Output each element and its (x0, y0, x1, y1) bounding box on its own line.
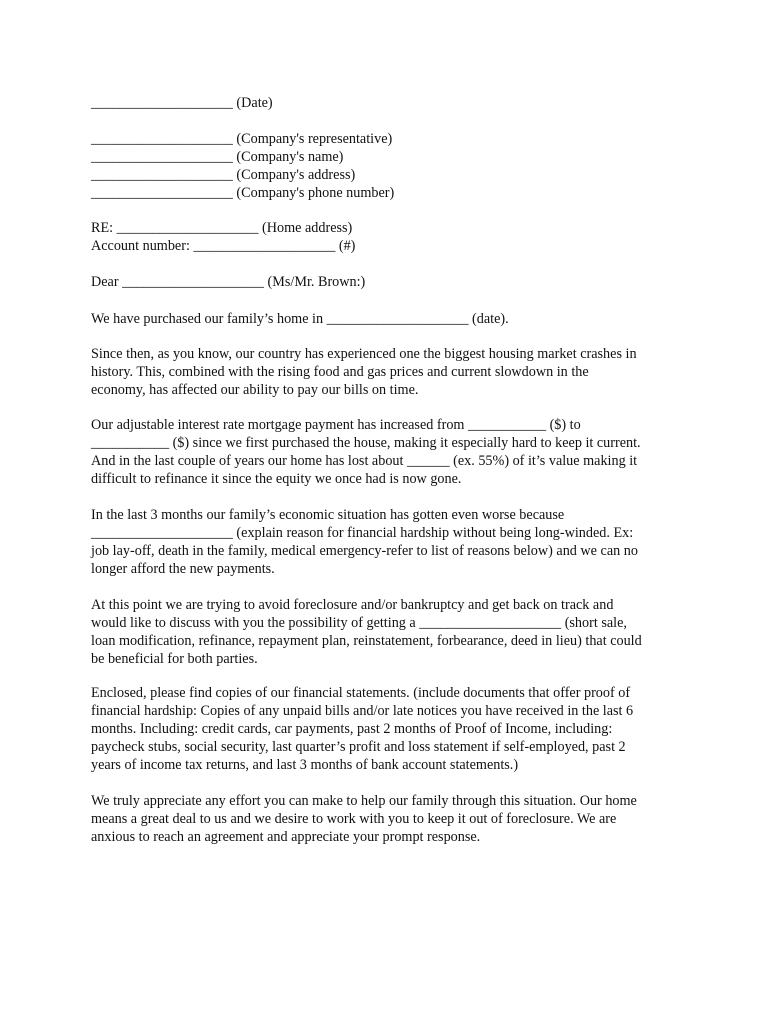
paragraph-line: loan modification, refinance, repayment plan, reinstatement, forbearance, deed in lieu) that could (91, 633, 642, 649)
paragraph-line: longer afford the new payments. (91, 561, 275, 577)
salutation-text: Dear ____________________ (Ms/Mr. Brown:) (91, 274, 366, 290)
paragraph-line: economy, has affected our ability to pay our bills on time. (91, 382, 419, 398)
paragraph-line: years of income tax returns, and last 3 months of bank account statements.) (91, 757, 519, 773)
company-address-line: ____________________ (Company's address) (91, 167, 356, 183)
company-name-line: ____________________ (Company's name) (91, 149, 344, 165)
paragraph-line: At this point we are trying to avoid foreclosure and/or bankruptcy and get back on track and (91, 597, 614, 613)
paragraph-line: ____________________ (explain reason for financial hardship without being long-winded. Ex: (91, 525, 634, 541)
paragraph-2 (91, 345, 691, 399)
paragraph-line: ___________ ($) since we first purchased the house, making it especially hard to keep it current. (91, 435, 641, 451)
date-line (91, 94, 691, 112)
paragraph-4 (91, 506, 691, 578)
paragraph-line: financial hardship: Copies of any unpaid bills and/or late notices you have received in the last 6 (91, 703, 634, 719)
paragraph-line: months. Including: credit cards, car payments, past 2 months of Proof of Income, including: (91, 721, 613, 737)
paragraph-line: history. This, combined with the rising food and gas prices and current slowdown in the (91, 364, 589, 380)
paragraph-line: job lay-off, death in the family, medical emergency-refer to list of reasons below) and we can no (91, 543, 638, 559)
paragraph-line: difficult to refinance it since the equity we once had is now gone. (91, 471, 462, 487)
company-representative-line: ____________________ (Company's representative) (91, 131, 393, 147)
company-phone-line: ____________________ (Company's phone number) (91, 185, 395, 201)
paragraph-line: We truly appreciate any effort you can make to help our family through this situation. Our home (91, 793, 637, 809)
re-line: RE: ____________________ (Home address) (91, 220, 353, 236)
account-number-line: Account number: ____________________ (#) (91, 238, 356, 254)
paragraph-1-line: We have purchased our family’s home in ____________________ (date). (91, 311, 509, 327)
paragraph-line: Our adjustable interest rate mortgage payment has increased from ___________ ($) to (91, 417, 581, 433)
recipient-block (91, 130, 691, 202)
paragraph-line: means a great deal to us and we desire to work with you to keep it out of foreclosure. We are (91, 811, 617, 827)
paragraph-line: anxious to reach an agreement and appreciate your prompt response. (91, 829, 481, 845)
paragraph-line: Enclosed, please find copies of our financial statements. (include documents that offer proof of (91, 685, 631, 701)
paragraph-line: Since then, as you know, our country has experienced one the biggest housing market crashes in (91, 346, 637, 362)
paragraph-6 (91, 684, 691, 774)
paragraph-5 (91, 596, 691, 668)
reference-block (91, 219, 691, 255)
paragraph-1 (91, 310, 691, 328)
date-line-text: ____________________ (Date) (91, 95, 273, 111)
salutation (91, 273, 691, 291)
paragraph-line: In the last 3 months our family’s economic situation has gotten even worse because (91, 507, 565, 523)
paragraph-line: would like to discuss with you the possibility of getting a ____________________ (short sale, (91, 615, 627, 631)
paragraph-line: paycheck stubs, social security, last quarter’s profit and loss statement if self-employed, past 2 (91, 739, 626, 755)
paragraph-line: be beneficial for both parties. (91, 651, 258, 667)
paragraph-3 (91, 416, 691, 488)
paragraph-7 (91, 792, 691, 846)
paragraph-line: And in the last couple of years our home has lost about ______ (ex. 55%) of it’s value making it (91, 453, 638, 469)
